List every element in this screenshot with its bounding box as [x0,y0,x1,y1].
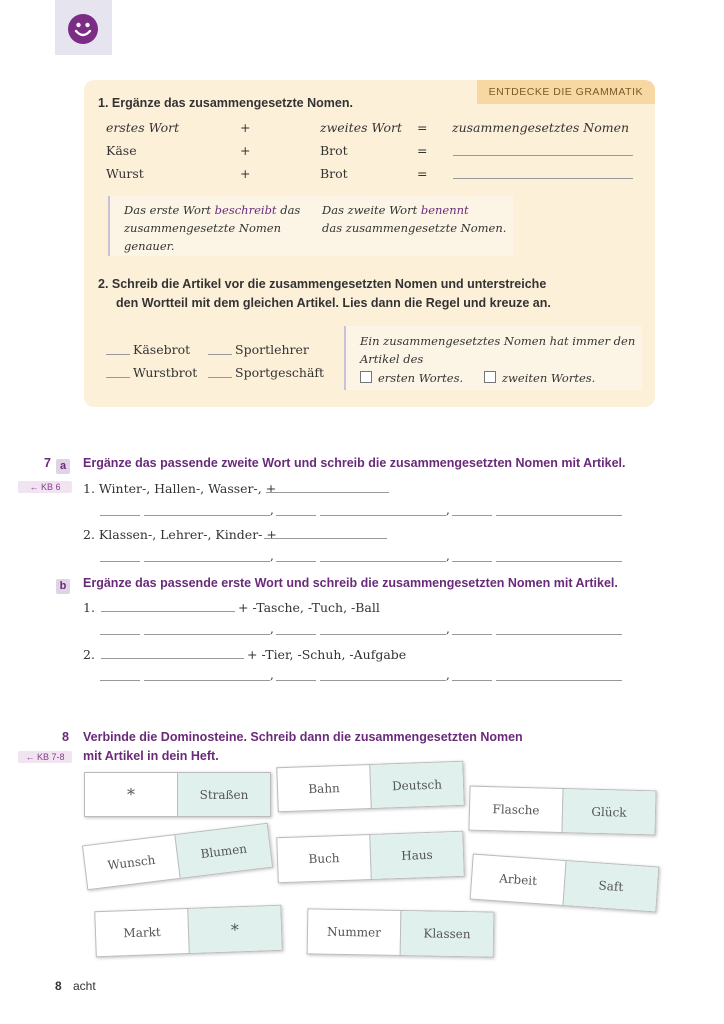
grammar-task-2-line1: 2. Schreib die Artikel vor die zusammengesetzten Nomen und unterstreiche [98,277,547,291]
grammar-box [84,80,655,407]
page-word: acht [73,979,96,993]
answer-line[interactable] [320,561,446,562]
word-wurstbrot: Wurstbrot [133,365,198,380]
grammar-note [108,196,513,256]
ex8-task-line1: Verbinde die Dominosteine. Schreib dann die zusammengesetzten Nomen [83,730,523,744]
ex8-number: 8 [62,730,69,744]
answer-line[interactable] [496,561,622,562]
checkbox[interactable] [360,371,372,383]
ex7b-item2-num: 2. [83,647,95,662]
domino-left: Bahn [308,780,340,796]
ex7b-item1-num: 1. [83,600,95,615]
ex8-task-line2: mit Artikel in dein Heft. [83,749,219,763]
domino[interactable] [94,905,282,957]
row1-eq: = [417,143,428,158]
ex8-kb-ref: ← KB 7-8 [18,751,72,763]
domino-left: Flasche [492,801,540,817]
header-plus: + [240,120,251,135]
note-left: Das erste Wort beschreibt das zusammengesetzte Nomen genauer. [124,203,301,253]
answer-line[interactable] [276,680,316,681]
domino-right: Haus [369,832,463,879]
article-line[interactable] [106,354,130,355]
row2-first: Wurst [106,166,144,181]
checkbox[interactable] [484,371,496,383]
rule-box [344,326,642,390]
grammar-tag: ENTDECKE DIE GRAMMATIK [477,80,655,104]
answer-line[interactable] [276,634,316,635]
word-sportlehrer: Sportlehrer [235,342,309,357]
answer-line[interactable] [276,561,316,562]
row2-plus: + [240,166,251,181]
word-sportgeschaeft: Sportgeschäft [235,365,325,380]
answer-line[interactable] [264,538,387,539]
answer-line[interactable] [101,611,235,612]
ex7-item1: 1. Winter-, Hallen-, Wasser-, + [83,481,277,496]
domino[interactable] [468,786,656,836]
domino[interactable] [307,908,495,957]
domino-right: Klassen [400,911,494,957]
rule-line2: Artikel des [360,352,424,366]
domino[interactable] [276,761,464,812]
comma: , [446,622,450,636]
ex7b-item2-text: + -Tier, -Schuh, -Aufgabe [247,647,407,662]
answer-line[interactable] [276,515,316,516]
comma: , [446,503,450,517]
answer-line[interactable] [496,515,622,516]
row1-plus: + [240,143,251,158]
domino-right: Deutsch [369,762,463,808]
answer-line[interactable] [100,634,140,635]
ex7-number: 7 [44,456,51,470]
domino-left: Wunsch [106,852,156,873]
option-first[interactable]: ersten Wortes. [360,369,463,387]
header-eq: = [417,120,428,135]
answer-line[interactable] [266,492,389,493]
answer-line[interactable] [496,680,622,681]
note-right: Das zweite Wort benennt das zusammengesetzte Nomen. [322,203,507,235]
domino-left: Arbeit [498,871,538,889]
comma: , [270,549,274,563]
answer-line[interactable] [144,515,270,516]
ex7-task-a: Ergänze das passende zweite Wort und schreib die zusammengesetzten Nomen mit Artikel. [83,456,626,470]
answer-line[interactable] [320,634,446,635]
header-first: erstes Wort [106,120,180,135]
grammar-task-2-line2: den Wortteil mit dem gleichen Artikel. Lies dann die Regel und kreuze an. [116,296,551,310]
grammar-task-1: 1. Ergänze das zusammengesetzte Nomen. [98,96,353,110]
ex7-task-b: Ergänze das passende erste Wort und schreib die zusammengesetzten Nomen mit Artikel. [83,576,618,590]
header-second: zweites Wort [320,120,403,135]
domino-right: Glück [561,789,655,834]
domino[interactable] [82,823,273,890]
rule-line1: Ein zusammengesetztes Nomen hat immer den [360,334,636,348]
row2-eq: = [417,166,428,181]
option-second[interactable]: zweiten Wortes. [484,369,595,387]
ex7-label-a: a [56,456,70,474]
domino-left: * [127,785,135,804]
page-number: 8 [55,979,62,993]
article-line[interactable] [106,377,130,378]
answer-line[interactable] [144,634,270,635]
ex7-kb-ref: ← KB 6 [18,481,72,493]
smiley-icon [68,14,98,44]
row2-second: Brot [320,166,348,181]
header-result: zusammengesetztes Nomen [452,120,630,135]
domino-right: Blumen [174,824,272,878]
answer-line[interactable] [452,634,492,635]
domino[interactable] [470,854,660,913]
word-kaesebrot: Käsebrot [133,342,191,357]
answer-line[interactable] [452,515,492,516]
ex7-item2: 2. Klassen-, Lehrer-, Kinder- + [83,527,277,542]
domino-left: Buch [308,851,340,867]
domino-left: Nummer [326,924,382,940]
answer-line[interactable] [320,515,446,516]
comma: , [270,668,274,682]
comma: , [270,622,274,636]
smiley-badge [55,0,112,55]
domino[interactable] [276,831,464,883]
answer-line[interactable] [496,634,622,635]
answer-line[interactable] [144,680,270,681]
row1-second: Brot [320,143,348,158]
answer-line[interactable] [101,658,244,659]
answer-line[interactable] [320,680,446,681]
answer-line[interactable] [100,680,140,681]
answer-line[interactable] [452,561,492,562]
domino-right: Saft [562,861,658,911]
article-line[interactable] [208,354,232,355]
row1-first: Käse [106,143,137,158]
comma: , [446,549,450,563]
comma: , [446,668,450,682]
domino-right: Straßen [177,773,270,816]
ex7-label-b: b [56,576,70,594]
answer-line[interactable] [452,680,492,681]
answer-line[interactable] [453,155,633,156]
article-line[interactable] [208,377,232,378]
answer-line[interactable] [453,178,633,179]
answer-line[interactable] [100,515,140,516]
domino-right: * [187,906,281,953]
domino[interactable] [84,772,271,817]
ex7b-item1-text: + -Tasche, -Tuch, -Ball [238,600,380,615]
domino-left: Markt [123,924,161,941]
answer-line[interactable] [100,561,140,562]
comma: , [270,503,274,517]
answer-line[interactable] [144,561,270,562]
